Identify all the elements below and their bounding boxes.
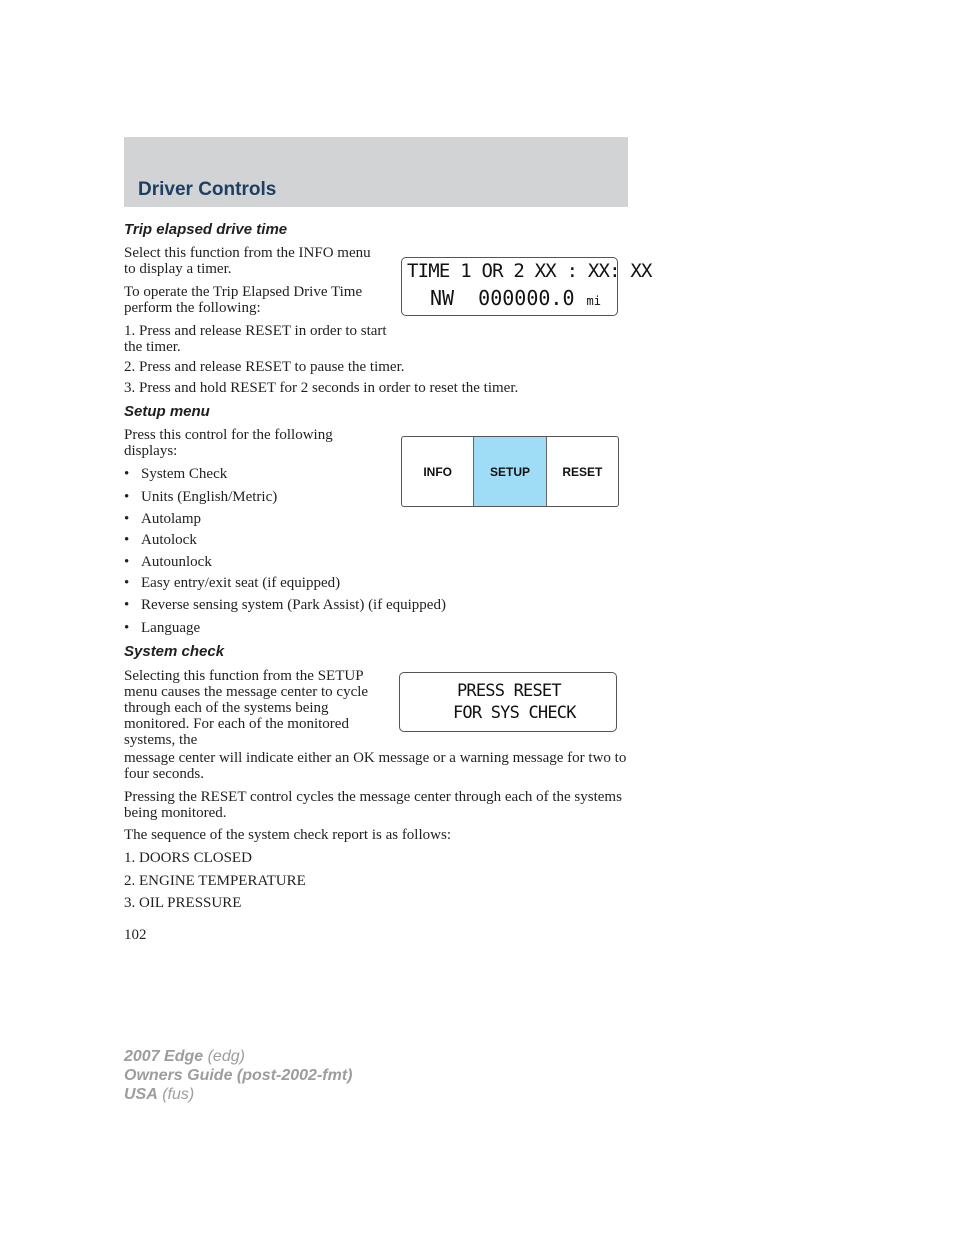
setup-list-item: • Autounlock <box>124 554 212 570</box>
syscheck-paragraph-3: The sequence of the system check report is as follows: <box>124 827 451 843</box>
setup-list-item: • Autolamp <box>124 511 201 527</box>
trip-display-line-2 <box>430 286 601 310</box>
syscheck-paragraph-1-part <box>124 668 374 748</box>
section-header-band <box>124 137 628 207</box>
syscheck-paragraph-2: Pressing the RESET control cycles the message center through each of the systems being monitored. <box>124 789 622 821</box>
setup-intro: Press this control for the following displays: <box>124 427 333 459</box>
syscheck-heading: System check <box>124 643 225 660</box>
syscheck-seq-2: 2. ENGINE TEMPERATURE <box>124 873 306 889</box>
reset-button[interactable]: RESET <box>562 464 603 479</box>
syscheck-display-line-1: PRESS RESET <box>457 681 561 701</box>
setup-button[interactable]: SETUP <box>474 437 546 506</box>
syscheck-seq-1: 1. DOORS CLOSED <box>124 850 252 866</box>
setup-list-item: • System Check <box>124 466 228 482</box>
trip-step-2: 2. Press and release RESET to pause the timer. <box>124 359 405 375</box>
control-buttons-diagram <box>401 436 619 507</box>
syscheck-seq-3: 3. OIL PRESSURE <box>124 895 242 911</box>
setup-list-item: • Reverse sensing system (Park Assist) (if equipped) <box>124 597 446 613</box>
setup-list-item: • Autolock <box>124 532 197 548</box>
document-footer <box>124 1047 352 1104</box>
setup-list-item: • Language <box>124 620 201 636</box>
trip-display-odometer: NW 000000.0 <box>430 286 575 310</box>
syscheck-display-line-2: FOR SYS CHECK <box>453 703 576 723</box>
page-number: 102 <box>124 927 147 943</box>
syscheck-paragraph-1-continued: message center will indicate either an OK message or a warning message for two to four seconds. <box>124 750 627 782</box>
setup-heading: Setup menu <box>124 403 210 420</box>
setup-list-item: • Easy entry/exit seat (if equipped) <box>124 575 341 591</box>
section-title: Driver Controls <box>138 179 277 200</box>
syscheck-display <box>399 672 617 732</box>
trip-step-3: 3. Press and hold RESET for 2 seconds in order to reset the timer. <box>124 380 519 396</box>
footer-line-1: 2007 Edge (edg) <box>124 1048 245 1065</box>
footer-line-3: USA (fus) <box>124 1086 195 1103</box>
syscheck-paragraph-1: Selecting this function from the SETUP menu causes the message center to cycle through each of the systems being monitored. For each of the monitored systems, the <box>124 668 369 748</box>
setup-list-item: • Units (English/Metric) <box>124 489 278 505</box>
trip-heading: Trip elapsed drive time <box>124 221 288 238</box>
trip-step-1: 1. Press and release RESET in order to start the timer. <box>124 323 387 355</box>
trip-display-unit: mi <box>586 294 601 308</box>
trip-paragraph-2: To operate the Trip Elapsed Drive Time perform the following: <box>124 284 363 316</box>
trip-paragraph-1: Select this function from the INFO menu to display a timer. <box>124 245 371 277</box>
trip-display-line-1: TIME 1 OR 2 XX : XX: XX <box>407 260 652 282</box>
trip-timer-display <box>401 257 652 316</box>
info-button[interactable]: INFO <box>402 437 474 506</box>
footer-line-2: Owners Guide (post-2002-fmt) <box>124 1067 353 1084</box>
